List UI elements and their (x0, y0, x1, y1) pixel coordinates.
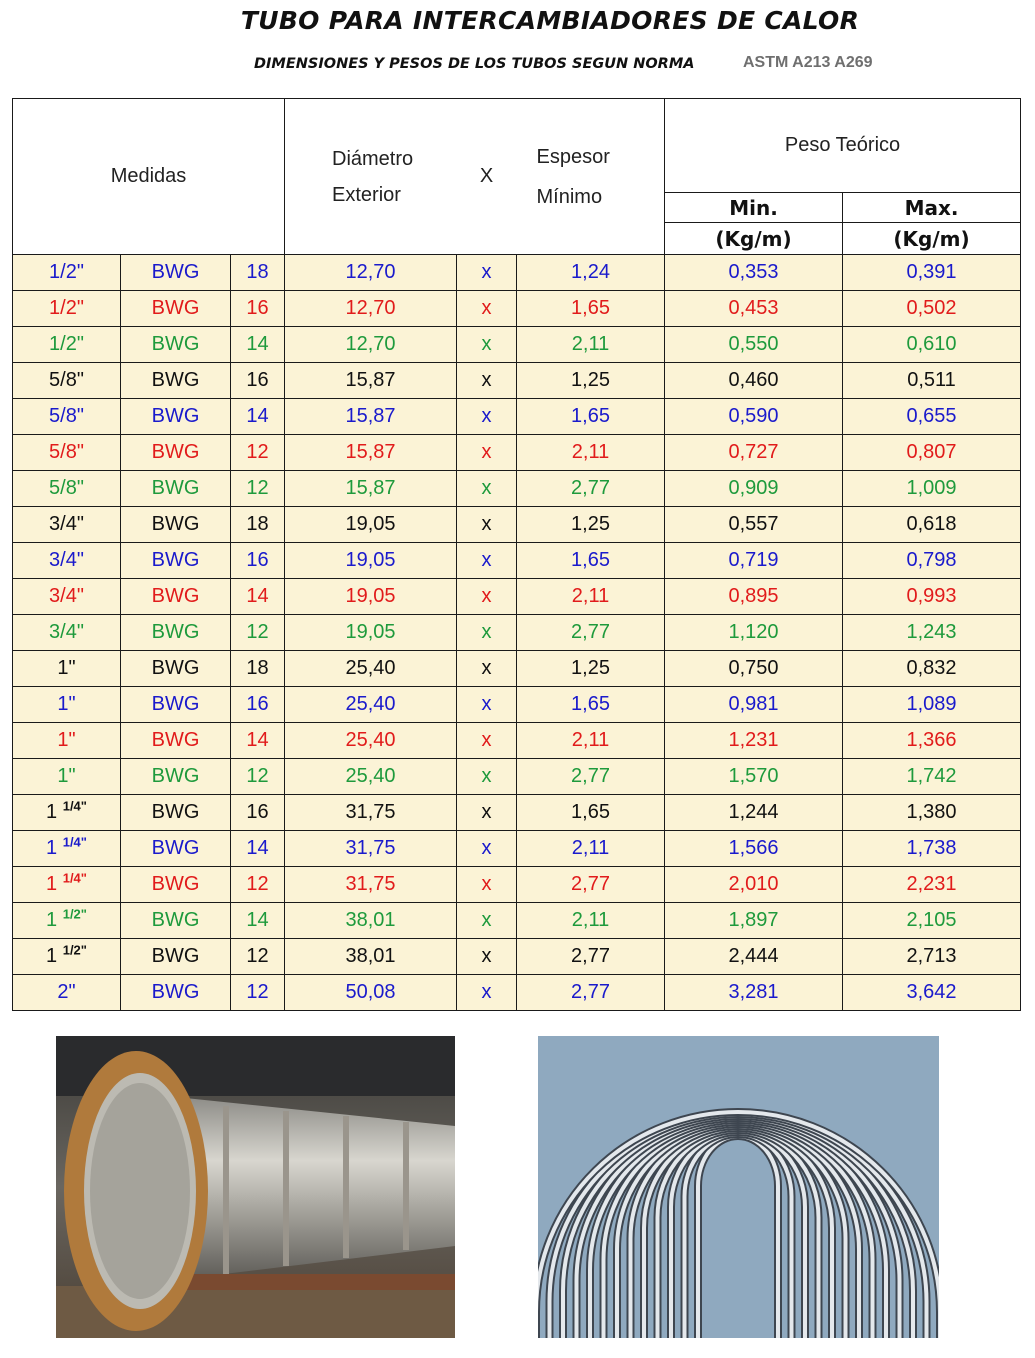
cell-outer-diameter: 25,40 (285, 759, 457, 795)
cell-weight-min: 1,897 (665, 903, 843, 939)
cell-size: 3/4" (13, 543, 121, 579)
cell-wall-thickness: 2,11 (517, 723, 665, 759)
cell-weight-max: 0,807 (843, 435, 1021, 471)
cell-weight-max: 0,993 (843, 579, 1021, 615)
table-row (13, 255, 1021, 291)
cell-weight-min: 2,444 (665, 939, 843, 975)
cell-wall-thickness: 2,77 (517, 759, 665, 795)
cell-x: x (457, 975, 517, 1011)
cell-gauge-label: BWG (121, 759, 231, 795)
cell-weight-min: 0,453 (665, 291, 843, 327)
cell-gauge-label: BWG (121, 255, 231, 291)
cell-gauge: 18 (231, 651, 285, 687)
table-row (13, 435, 1021, 471)
cell-wall-thickness: 1,65 (517, 687, 665, 723)
cell-weight-max: 1,089 (843, 687, 1021, 723)
cell-gauge-label: BWG (121, 507, 231, 543)
cell-wall-thickness: 2,11 (517, 579, 665, 615)
cell-size: 3/4" (13, 615, 121, 651)
cell-x: x (457, 939, 517, 975)
cell-wall-thickness: 1,25 (517, 507, 665, 543)
cell-weight-min: 0,895 (665, 579, 843, 615)
page-title: TUBO PARA INTERCAMBIADORES DE CALOR (240, 6, 860, 35)
cell-x: x (457, 867, 517, 903)
cell-weight-min: 1,570 (665, 759, 843, 795)
cell-outer-diameter: 15,87 (285, 399, 457, 435)
cell-outer-diameter: 50,08 (285, 975, 457, 1011)
cell-outer-diameter: 15,87 (285, 471, 457, 507)
cell-wall-thickness: 2,11 (517, 327, 665, 363)
cell-weight-max: 1,009 (843, 471, 1021, 507)
cell-size: 3/4" (13, 507, 121, 543)
cell-weight-min: 0,719 (665, 543, 843, 579)
cell-size: 1" (13, 723, 121, 759)
cell-x: x (457, 399, 517, 435)
table-row (13, 363, 1021, 399)
header-medidas: Medidas (13, 99, 285, 255)
cell-x: x (457, 651, 517, 687)
table-row (13, 975, 1021, 1011)
cell-x: x (457, 903, 517, 939)
cell-weight-min: 0,909 (665, 471, 843, 507)
header-x: X (457, 99, 517, 255)
table-row (13, 651, 1021, 687)
cell-weight-min: 0,460 (665, 363, 843, 399)
cell-wall-thickness: 1,65 (517, 543, 665, 579)
cell-gauge: 12 (231, 975, 285, 1011)
cell-weight-max: 2,231 (843, 867, 1021, 903)
cell-weight-min: 3,281 (665, 975, 843, 1011)
cell-gauge-label: BWG (121, 795, 231, 831)
cell-size: 3/4" (13, 579, 121, 615)
cell-size: 5/8" (13, 363, 121, 399)
cell-weight-min: 0,727 (665, 435, 843, 471)
cell-weight-max: 0,832 (843, 651, 1021, 687)
cell-outer-diameter: 19,05 (285, 507, 457, 543)
cell-gauge: 12 (231, 615, 285, 651)
cell-wall-thickness: 2,77 (517, 471, 665, 507)
cell-wall-thickness: 1,25 (517, 651, 665, 687)
cell-x: x (457, 759, 517, 795)
cell-size: 1 $^{1/4"}$ (13, 831, 121, 867)
cell-wall-thickness: 1,25 (517, 363, 665, 399)
cell-weight-max: 0,610 (843, 327, 1021, 363)
cell-weight-max: 0,502 (843, 291, 1021, 327)
cell-gauge-label: BWG (121, 975, 231, 1011)
cell-gauge: 18 (231, 255, 285, 291)
table-row (13, 795, 1021, 831)
cell-outer-diameter: 19,05 (285, 543, 457, 579)
cell-gauge: 12 (231, 435, 285, 471)
table-row (13, 939, 1021, 975)
cell-gauge-label: BWG (121, 687, 231, 723)
cell-size: 1 $^{1/4"}$ (13, 795, 121, 831)
cell-outer-diameter: 12,70 (285, 255, 457, 291)
cell-weight-max: 3,642 (843, 975, 1021, 1011)
cell-x: x (457, 435, 517, 471)
table-row (13, 831, 1021, 867)
cell-weight-max: 0,618 (843, 507, 1021, 543)
cell-weight-max: 2,713 (843, 939, 1021, 975)
cell-gauge-label: BWG (121, 723, 231, 759)
cell-size: 1" (13, 687, 121, 723)
table-row (13, 723, 1021, 759)
cell-gauge: 14 (231, 579, 285, 615)
cell-size: 1/2" (13, 327, 121, 363)
cell-weight-min: 0,550 (665, 327, 843, 363)
cell-gauge-label: BWG (121, 651, 231, 687)
cell-outer-diameter: 19,05 (285, 615, 457, 651)
cell-outer-diameter: 31,75 (285, 795, 457, 831)
header-max: Max. (843, 193, 1021, 223)
cell-outer-diameter: 31,75 (285, 831, 457, 867)
cell-size: 1" (13, 651, 121, 687)
cell-outer-diameter: 15,87 (285, 435, 457, 471)
table-row (13, 507, 1021, 543)
cell-weight-max: 1,366 (843, 723, 1021, 759)
cell-outer-diameter: 19,05 (285, 579, 457, 615)
cell-size: 1/2" (13, 255, 121, 291)
page-subtitle: DIMENSIONES Y PESOS DE LOS TUBOS SEGUN NORMA (254, 56, 695, 72)
cell-gauge: 18 (231, 507, 285, 543)
table-row (13, 579, 1021, 615)
cell-size: 5/8" (13, 471, 121, 507)
table-row (13, 543, 1021, 579)
cell-x: x (457, 579, 517, 615)
cell-x: x (457, 831, 517, 867)
cell-outer-diameter: 31,75 (285, 867, 457, 903)
cell-weight-min: 2,010 (665, 867, 843, 903)
tube-dimensions-table (12, 98, 1021, 1011)
cell-size: 5/8" (13, 435, 121, 471)
cell-outer-diameter: 12,70 (285, 291, 457, 327)
cell-x: x (457, 291, 517, 327)
cell-size: 1 $^{1/2"}$ (13, 939, 121, 975)
cell-size: 1 $^{1/4"}$ (13, 867, 121, 903)
table-row (13, 399, 1021, 435)
table-row (13, 471, 1021, 507)
cell-gauge: 12 (231, 939, 285, 975)
cell-gauge: 12 (231, 759, 285, 795)
table-row (13, 903, 1021, 939)
cell-x: x (457, 543, 517, 579)
cell-size: 1 $^{1/2"}$ (13, 903, 121, 939)
cell-x: x (457, 327, 517, 363)
cell-weight-max: 0,798 (843, 543, 1021, 579)
cell-weight-max: 0,655 (843, 399, 1021, 435)
cell-x: x (457, 471, 517, 507)
cell-weight-min: 0,750 (665, 651, 843, 687)
cell-gauge: 16 (231, 795, 285, 831)
cell-weight-min: 1,244 (665, 795, 843, 831)
cell-outer-diameter: 25,40 (285, 687, 457, 723)
header-unit-max: (Kg/m) (843, 223, 1021, 255)
cell-x: x (457, 507, 517, 543)
cell-x: x (457, 795, 517, 831)
cell-gauge: 16 (231, 291, 285, 327)
table-row (13, 291, 1021, 327)
cell-wall-thickness: 2,11 (517, 435, 665, 471)
header-peso-teorico: Peso Teórico (665, 99, 1021, 193)
cell-gauge-label: BWG (121, 543, 231, 579)
cell-outer-diameter: 15,87 (285, 363, 457, 399)
heat-exchanger-tube-bundle-photo (56, 1036, 455, 1338)
cell-size: 5/8" (13, 399, 121, 435)
cell-weight-min: 0,981 (665, 687, 843, 723)
cell-gauge: 16 (231, 543, 285, 579)
cell-size: 1/2" (13, 291, 121, 327)
cell-outer-diameter: 25,40 (285, 651, 457, 687)
cell-gauge: 14 (231, 327, 285, 363)
cell-weight-max: 1,738 (843, 831, 1021, 867)
cell-wall-thickness: 1,65 (517, 399, 665, 435)
cell-gauge: 16 (231, 363, 285, 399)
cell-weight-min: 0,353 (665, 255, 843, 291)
cell-wall-thickness: 1,65 (517, 291, 665, 327)
standard-label: ASTM A213 A269 (743, 54, 873, 71)
cell-wall-thickness: 2,11 (517, 831, 665, 867)
table-row (13, 327, 1021, 363)
cell-gauge: 16 (231, 687, 285, 723)
cell-weight-min: 1,566 (665, 831, 843, 867)
header-espesor: Espesor Mínimo (517, 99, 665, 255)
cell-gauge: 14 (231, 723, 285, 759)
cell-gauge-label: BWG (121, 327, 231, 363)
table-row (13, 759, 1021, 795)
cell-gauge-label: BWG (121, 903, 231, 939)
cell-outer-diameter: 12,70 (285, 327, 457, 363)
cell-gauge-label: BWG (121, 579, 231, 615)
cell-weight-min: 0,590 (665, 399, 843, 435)
cell-gauge-label: BWG (121, 615, 231, 651)
cell-wall-thickness: 2,77 (517, 939, 665, 975)
cell-wall-thickness: 2,11 (517, 903, 665, 939)
cell-wall-thickness: 1,65 (517, 795, 665, 831)
cell-gauge-label: BWG (121, 831, 231, 867)
cell-gauge-label: BWG (121, 291, 231, 327)
cell-gauge-label: BWG (121, 867, 231, 903)
cell-size: 1" (13, 759, 121, 795)
header-diametro: Diámetro Exterior (285, 99, 457, 255)
cell-gauge-label: BWG (121, 363, 231, 399)
cell-wall-thickness: 2,77 (517, 975, 665, 1011)
table-row (13, 867, 1021, 903)
cell-gauge-label: BWG (121, 435, 231, 471)
cell-weight-min: 0,557 (665, 507, 843, 543)
header-min: Min. (665, 193, 843, 223)
u-bend-tubes-photo (538, 1036, 939, 1338)
cell-wall-thickness: 2,77 (517, 615, 665, 651)
cell-weight-min: 1,231 (665, 723, 843, 759)
cell-gauge-label: BWG (121, 471, 231, 507)
cell-gauge: 14 (231, 399, 285, 435)
cell-weight-max: 1,380 (843, 795, 1021, 831)
cell-outer-diameter: 38,01 (285, 903, 457, 939)
cell-gauge: 14 (231, 831, 285, 867)
cell-gauge: 14 (231, 903, 285, 939)
cell-x: x (457, 615, 517, 651)
cell-gauge-label: BWG (121, 939, 231, 975)
cell-gauge: 12 (231, 471, 285, 507)
cell-outer-diameter: 25,40 (285, 723, 457, 759)
cell-gauge-label: BWG (121, 399, 231, 435)
cell-weight-max: 1,243 (843, 615, 1021, 651)
table-row (13, 687, 1021, 723)
cell-x: x (457, 363, 517, 399)
cell-x: x (457, 723, 517, 759)
cell-weight-max: 0,511 (843, 363, 1021, 399)
cell-outer-diameter: 38,01 (285, 939, 457, 975)
cell-size: 2" (13, 975, 121, 1011)
cell-wall-thickness: 1,24 (517, 255, 665, 291)
header-unit-min: (Kg/m) (665, 223, 843, 255)
cell-weight-max: 1,742 (843, 759, 1021, 795)
cell-x: x (457, 255, 517, 291)
cell-x: x (457, 687, 517, 723)
table-row (13, 615, 1021, 651)
cell-weight-max: 2,105 (843, 903, 1021, 939)
cell-weight-min: 1,120 (665, 615, 843, 651)
cell-weight-max: 0,391 (843, 255, 1021, 291)
cell-wall-thickness: 2,77 (517, 867, 665, 903)
cell-gauge: 12 (231, 867, 285, 903)
